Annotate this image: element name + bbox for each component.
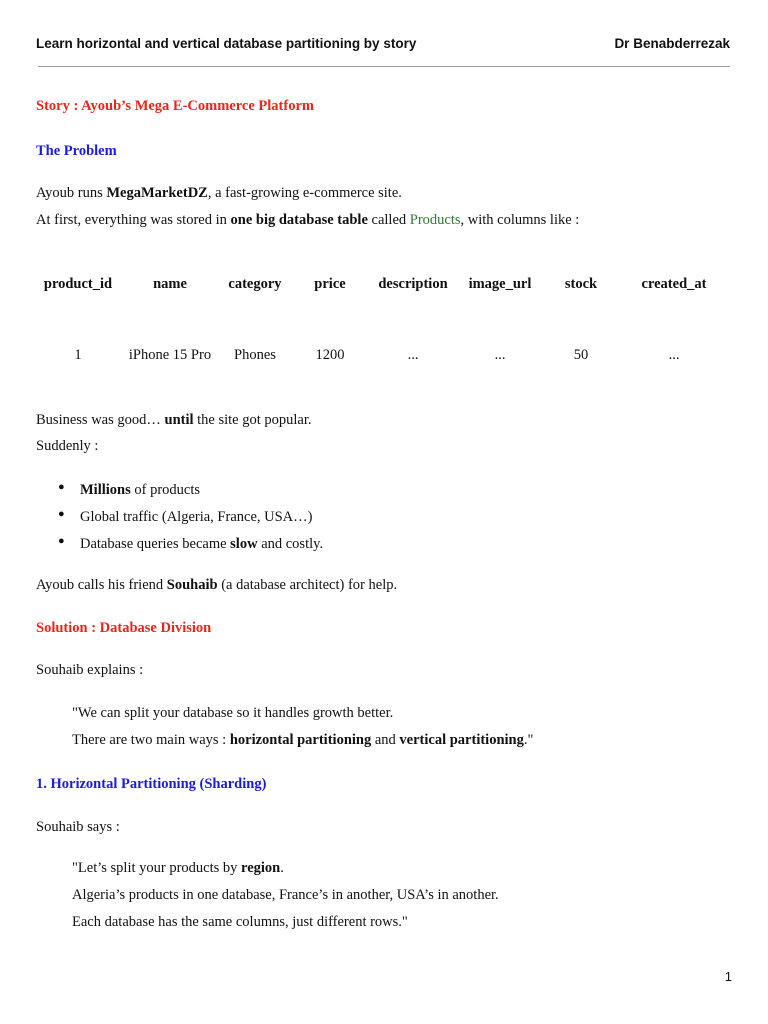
table-cell: ... xyxy=(407,347,419,363)
page-header xyxy=(36,36,730,51)
paragraph-business xyxy=(36,412,312,429)
quote-line: Each database has the same columns, just different rows." xyxy=(72,914,408,930)
paragraph-says: Souhaib says : xyxy=(36,819,120,835)
text-run: and xyxy=(371,732,400,748)
header-author: Dr Benabderrezak xyxy=(614,36,730,51)
text-run: Ayoub runs xyxy=(36,185,107,201)
column-header: image_url xyxy=(468,276,532,292)
solution-heading: Solution : Database Division xyxy=(36,620,212,636)
text-run: Ayoub calls his friend xyxy=(36,577,167,593)
column-header: name xyxy=(153,276,187,292)
text-run: , a fast-growing e-commerce site. xyxy=(207,185,402,201)
text-run: called xyxy=(367,212,410,228)
paragraph-storage xyxy=(36,212,579,229)
bold-phrase: horizontal partitioning xyxy=(229,732,372,748)
header-divider xyxy=(38,66,730,67)
text-run: Database queries became xyxy=(80,536,231,552)
list-item xyxy=(80,509,312,526)
table-row xyxy=(36,347,730,364)
quote-line xyxy=(72,732,533,749)
bold-phrase: one big database table xyxy=(230,212,368,228)
list-item xyxy=(80,536,323,553)
text-run: . xyxy=(280,860,284,876)
table-cell: ... xyxy=(494,347,506,363)
bold-phrase: vertical partitioning xyxy=(399,732,524,748)
table-name: Products xyxy=(409,212,461,228)
table-cell: ... xyxy=(668,347,680,363)
text-run: and costly. xyxy=(257,536,324,552)
paragraph-help xyxy=(36,577,397,594)
column-header: product_id xyxy=(43,276,113,292)
text-run: "Let’s split your products by xyxy=(72,860,242,876)
text-run: Global traffic (Algeria, France, USA…) xyxy=(80,509,313,525)
table-header-row xyxy=(36,276,730,293)
table-cell: 50 xyxy=(573,347,589,363)
text-run: There are two main ways : xyxy=(72,732,230,748)
paragraph-explains: Souhaib explains : xyxy=(36,662,144,678)
column-header: price xyxy=(314,276,346,292)
problem-heading: The Problem xyxy=(36,143,117,159)
bold-word: region xyxy=(241,860,281,876)
quote-line: Algeria’s products in one database, France’s in another, USA’s in another. xyxy=(72,887,499,903)
paragraph-suddenly: Suddenly : xyxy=(36,438,99,454)
bold-word: until xyxy=(164,412,194,428)
quote-line: "We can split your database so it handles growth better. xyxy=(72,705,394,721)
page-number: 1 xyxy=(724,969,732,984)
table-cell: Phones xyxy=(234,347,276,363)
bold-word: Millions xyxy=(80,482,131,498)
column-header: created_at xyxy=(641,276,707,292)
table-cell: 1200 xyxy=(315,347,345,363)
horizontal-heading: 1. Horizontal Partitioning (Sharding) xyxy=(36,776,267,792)
bold-word: slow xyxy=(230,536,258,552)
text-run: the site got popular. xyxy=(193,412,312,428)
text-run: At first, everything was stored in xyxy=(36,212,231,228)
table-cell: iPhone 15 Pro xyxy=(128,347,212,363)
table-cell: 1 xyxy=(74,347,82,363)
story-title: Story : Ayoub’s Mega E-Commerce Platform xyxy=(36,98,314,114)
text-run: Business was good… xyxy=(36,412,165,428)
column-header: description xyxy=(378,276,448,292)
company-name: MegaMarketDZ xyxy=(106,185,208,201)
quote-line xyxy=(72,860,284,877)
text-run: of products xyxy=(130,482,201,498)
paragraph-intro xyxy=(36,185,402,202)
column-header: category xyxy=(228,276,282,292)
text-run: (a database architect) for help. xyxy=(217,577,398,593)
person-name: Souhaib xyxy=(166,577,218,593)
text-run: ." xyxy=(523,732,534,748)
text-run: , with columns like : xyxy=(460,212,580,228)
products-table xyxy=(36,276,730,364)
column-header: stock xyxy=(564,276,598,292)
header-title: Learn horizontal and vertical database partitioning by story xyxy=(36,36,417,51)
list-item xyxy=(80,482,200,499)
